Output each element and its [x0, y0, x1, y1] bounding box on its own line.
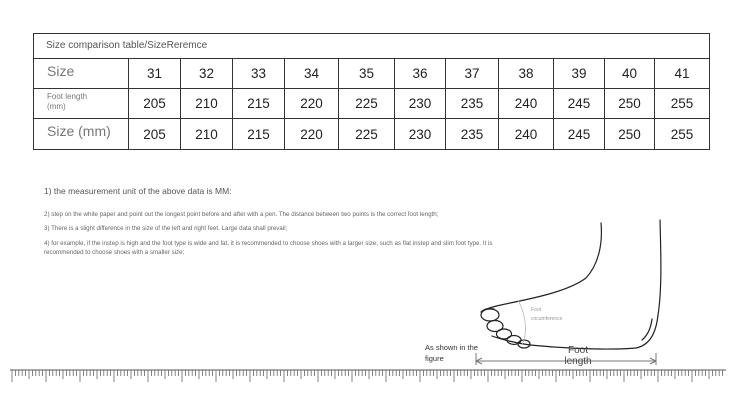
- table-cell: 235: [446, 89, 499, 118]
- table-cell: 225: [339, 89, 395, 118]
- note-item: 2) step on the white paper and point out the longest point before and after with a pen. The distance between two points is the correct foot length;: [44, 211, 439, 218]
- table-cell: 35: [339, 59, 395, 88]
- table-cell: 33: [233, 59, 285, 88]
- table-cell: 240: [499, 89, 554, 118]
- table-cell: 220: [285, 119, 339, 150]
- table-cell: 255: [670, 96, 694, 111]
- table-cell: 38: [499, 59, 554, 88]
- table-cell: 230: [395, 89, 446, 118]
- table-cell: 250: [605, 119, 655, 150]
- shown-label: As shown in the figure: [425, 343, 478, 363]
- note-item: 4) for example, if the instep is high and the foot type is wide and fat, it is recommended to choose shoes with a larger size, such as flat instep and slim foot type. It is recommended to choose shoes with a smaller size;: [44, 240, 493, 256]
- circumference-label: Foot circumference: [531, 307, 563, 322]
- table-cell: 215: [233, 89, 285, 118]
- table-cell: 39: [554, 59, 605, 88]
- table-cell: 40: [605, 59, 655, 88]
- table-cell: 235: [446, 119, 499, 150]
- table-cell: 31: [129, 59, 181, 88]
- table-cell: 34: [285, 59, 339, 88]
- table-cell: 255: [670, 127, 694, 142]
- foot-length-label: Foot length: [564, 345, 592, 367]
- table-cell: 205: [129, 89, 181, 118]
- table-row-size-mm: [34, 119, 709, 150]
- table-cell: 32: [181, 59, 233, 88]
- table-cell: 220: [285, 89, 339, 118]
- table-row-size: [34, 59, 709, 89]
- table-row-foot-length: [34, 89, 709, 119]
- table-cell: 215: [233, 119, 285, 150]
- table-cell: 37: [446, 59, 499, 88]
- note-item: 3) There is a slight difference in the size of the left and right feet. Large data shall prevail;: [44, 225, 288, 232]
- note-heading: 1) the measurement unit of the above data is MM:: [44, 186, 232, 196]
- table-cell: 36: [395, 59, 446, 88]
- table-cell: 205: [129, 119, 181, 150]
- row-label: Size (mm): [34, 119, 129, 150]
- ruler: [0, 368, 750, 404]
- table-cell: 225: [339, 119, 395, 150]
- table-cell: 210: [181, 89, 233, 118]
- table-cell: 41: [674, 66, 690, 81]
- row-label: Size: [34, 59, 129, 88]
- row-label: Foot length (mm): [34, 89, 129, 118]
- table-caption: Size comparison table/SizeReremce: [34, 34, 709, 59]
- table-cell: 230: [395, 119, 446, 150]
- table-cell: 210: [181, 119, 233, 150]
- table-cell: 245: [554, 89, 605, 118]
- table-cell: 250: [605, 89, 655, 118]
- table-cell: 240: [499, 119, 554, 150]
- size-table: [33, 33, 710, 150]
- table-cell: 245: [554, 119, 605, 150]
